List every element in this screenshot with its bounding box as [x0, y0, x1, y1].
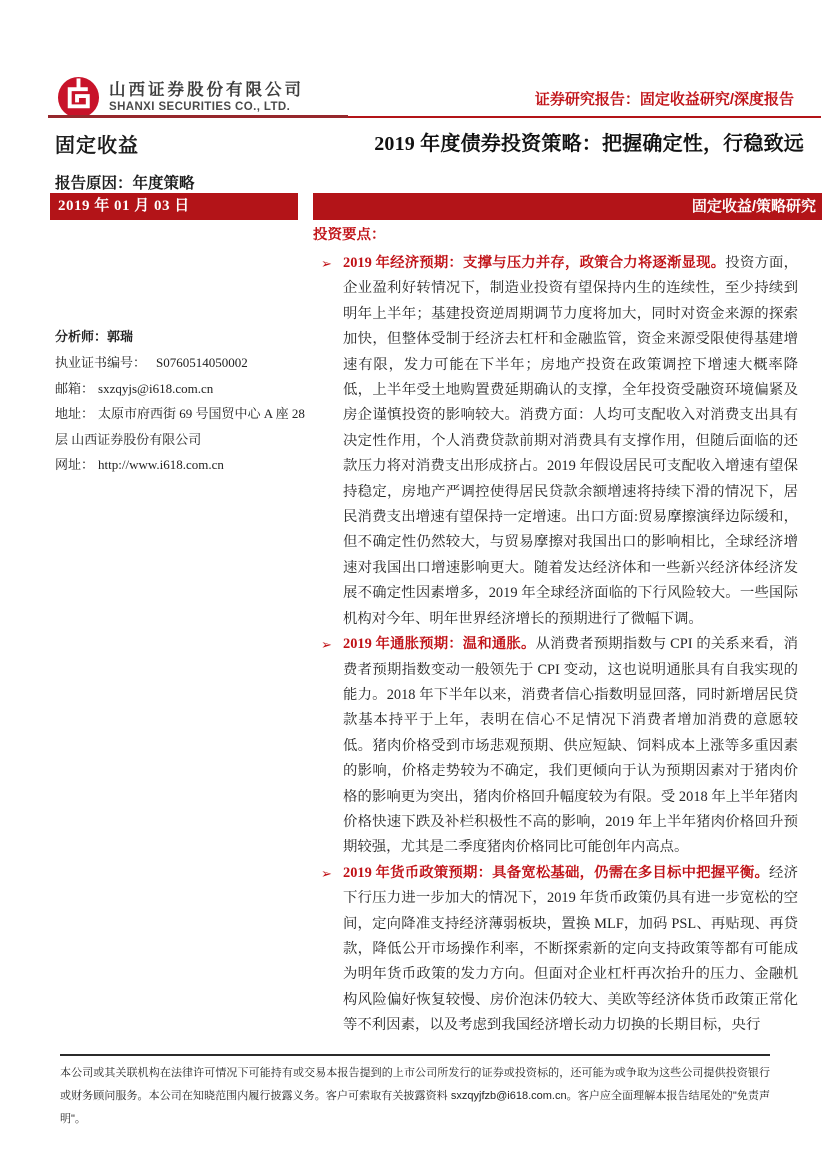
brand-text	[109, 80, 304, 115]
brand-header	[57, 76, 304, 119]
category-label: 固定收益	[55, 135, 139, 157]
bullet-lead: 2019 年经济预期：支撑与压力并存，政策合力将逐渐显现。	[343, 255, 726, 271]
arrow-bullet-icon: ➢	[321, 256, 332, 271]
key-points-heading: 投资要点：	[313, 227, 386, 243]
header-rule-right	[348, 116, 821, 118]
bullet-paragraph	[343, 251, 798, 632]
analyst-name: 分析师：郭瑞	[55, 329, 134, 344]
bullet-body: 经济下行压力进一步加大的情况下，2019 年货币政策仍具有进一步宽松的空间，定向降准支持经济薄弱板块，置换 MLF，加码 PSL、再贴现、再贷款，降低公开市场操作利率，不断探索新的定向支持政策等都有可能成为明年货币政策的发力方向。但面对企业杠杆再次抬升的压力、金融机构风险偏好恢复较慢、房价泡沫仍较大、美欧等经济体货币政策正常化等不利因素，以及考虑到我国经济增长动力切换的长期目标，央行	[343, 864, 798, 1034]
website-link[interactable]: http://www.i618.com.cn	[98, 457, 224, 472]
bullet-item-economy	[313, 251, 798, 632]
bullet-item-monetary-policy	[313, 861, 798, 1039]
bullet-paragraph	[343, 861, 798, 1039]
license-row	[55, 350, 305, 376]
website-label: 网址：	[55, 457, 95, 472]
report-reason: 报告原因：年度策略	[55, 175, 195, 192]
arrow-bullet-icon: ➢	[321, 865, 332, 881]
section-bar: 固定收益/策略研究	[313, 193, 822, 220]
date-bar: 2019 年 01 月 03 日	[50, 193, 298, 220]
website-row	[55, 452, 305, 478]
bullet-item-inflation	[313, 632, 798, 861]
bullet-body: 从消费者预期指数与 CPI 的关系来看，消费者预期指数变动一般领先于 CPI 变动，这也说明通胀具有自我实现的能力。2018 年下半年以来，消费者信心指数明显回落，同时新增居民贷款基本持平于上年，表明在信心不足情况下消费者增加消费的意愿较低。猪肉价格受到市场悲观预期、供应短缺、饲料成本上涨等多重因素的影响，价格走势较为不确定，我们更倾向于认为预期因素对于猪肉价格的影响更为突出，猪肉价格回升幅度较为有限。受 2018 年上半年猪肉价格快速下跌及补栏积极性不高的影响，2019 年上半年猪肉价格回升预期较强，尤其是二季度猪肉价格同比可能创年内高点。	[343, 636, 798, 856]
arrow-bullet-icon: ➢	[321, 637, 332, 653]
company-name-en: SHANXI SECURITIES CO., LTD.	[109, 101, 291, 113]
email-label: 邮箱：	[55, 380, 95, 396]
license-label: 执业证书编号：	[55, 355, 147, 370]
address-row	[55, 401, 305, 452]
address-label: 地址：	[55, 406, 95, 421]
company-name-cn: 山西证券股份有限公司	[109, 81, 304, 99]
bullet-paragraph	[343, 632, 798, 861]
address-value: 太原市府西街 69 号国贸中心 A 座 28 层 山西证券股份有限公司	[55, 406, 305, 447]
company-logo-icon	[57, 76, 100, 119]
report-title: 2019 年度债券投资策略：把握确定性，行稳致远	[374, 133, 804, 155]
bullet-lead: 2019 年通胀预期：温和通胀。	[343, 636, 536, 653]
email-row	[55, 376, 305, 402]
license-value: S0760514050002	[156, 355, 248, 370]
key-points-column	[313, 227, 798, 1053]
analyst-sidebar	[55, 324, 305, 478]
header-rule-left	[48, 115, 348, 118]
report-type-label: 证券研究报告：固定收益研究/深度报告	[534, 91, 794, 108]
email-value[interactable]: sxzqyjs@i618.com.cn	[98, 380, 214, 396]
footer	[60, 1054, 770, 1131]
bullet-lead: 2019 年货币政策预期：具备宽松基础，仍需在多目标中把握平衡。	[343, 864, 770, 881]
disclaimer-text: 本公司或其关联机构在法律许可情况下可能持有或交易本报告提到的上市公司所发行的证券或投资标的，还可能为或争取为这些公司提供投资银行或财务顾问服务。本公司在知晓范围内履行披露义务。客户可索取有关披露资料 sxzqyjfzb@i618.com.cn。客户应全面理解本报告结尾处的"免责声明"。	[60, 1067, 770, 1125]
bullet-body: 投资方面，企业盈利好转情况下，制造业投资有望保持内生的连续性，至少持续到明年上半年；基建投资逆周期调节力度将加大，同时对资金来源的探索加快，但整体受制于经济去杠杆和金融监管，资金来源受限使得基建增速有限，发力可能在下半年；房地产投资在政策调控下增速大概率降低，上半年受土地购置费延期确认的支撑，全年投资受融资环境偏紧及房企谨慎投资的影响较大。消费方面：人均可支配收入对消费支出具有决定性作用，个人消费贷款前期对消费具有支撑作用，但随后面临的还款压力将对消费支出形成挤占。2019 年假设居民可支配收入增速有望保持稳定，房地产严调控使得居民贷款余额增速将持续下滑的情况下，居民消费支出增速有望保持一定增速。出口方面:贸易摩擦演绎边际缓和，但不确定性仍然较大，与贸易摩擦对我国出口的影响相比，全球经济增速对我国出口增速影响更大。随着发达经济体和一些新兴经济体经济发展不确定性因素增多，2019 年全球经济面临的下行风险较大。一些国际机构对今年、明年世界经济增长的预期进行了微幅下调。	[343, 255, 798, 627]
